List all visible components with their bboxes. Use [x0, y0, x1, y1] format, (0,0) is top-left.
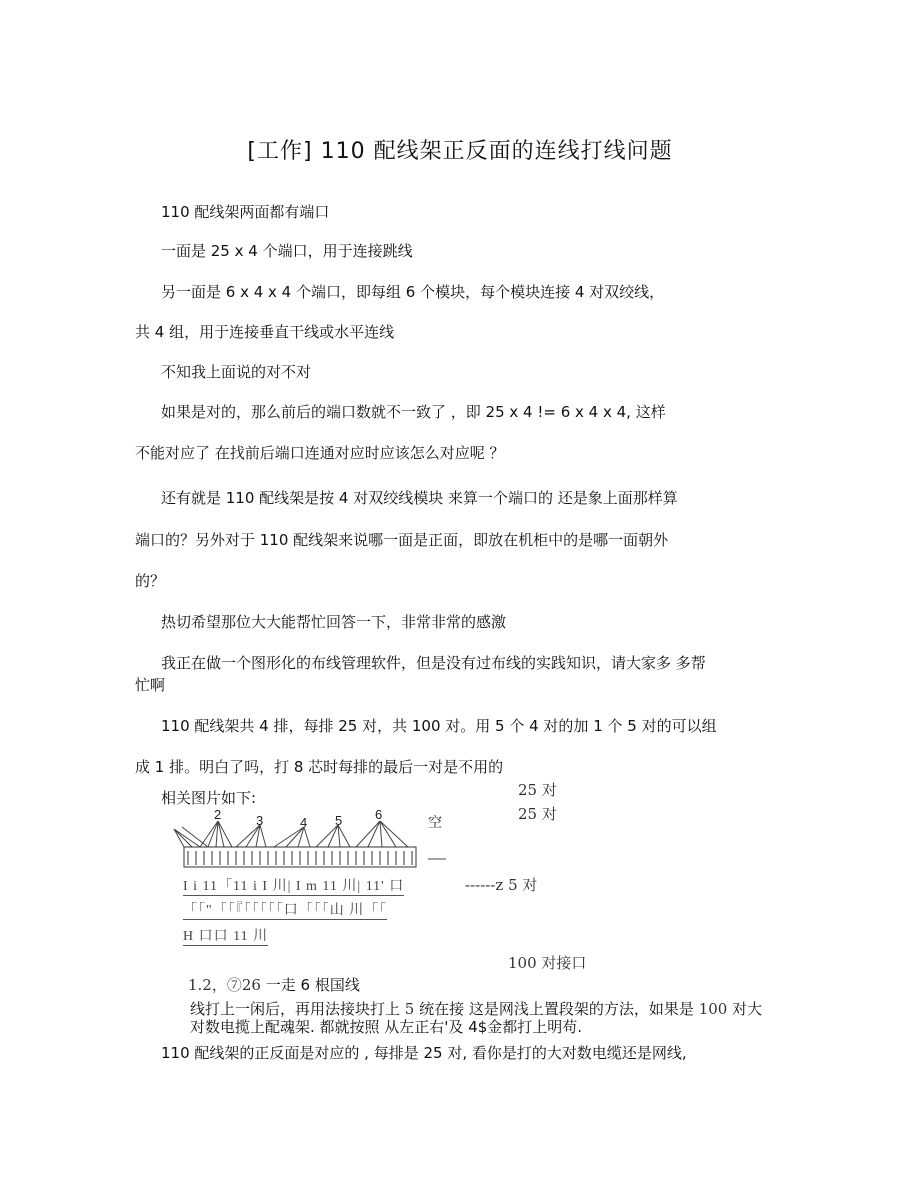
paragraph-3: 另一面是 6 x 4 x 4 个端口，即每组 6 个模块，每个模块连接 4 对双绞线， [161, 283, 665, 301]
ocr-row-2: 「「"「「『「「「「「口「「「山 川「「 [183, 899, 387, 920]
paragraph-2: 一面是 25 x 4 个端口，用于连接跳线 [161, 242, 413, 260]
wire-fan-lines [174, 821, 408, 847]
figure-caption: 相关图片如下: [161, 789, 257, 807]
group-number: 6 [375, 807, 383, 822]
paragraph-6-end: 的？ [135, 572, 166, 590]
empty-label: 空 [428, 814, 442, 830]
paragraph-1: 110 配线架两面都有端口 [161, 203, 330, 221]
paragraph-9: 110 配线架共 4 排，每排 25 对，共 100 对。用 5 个 4 对的加 1 个 5 对的可以组 [161, 717, 717, 735]
paragraph-5: 如果是对的，那么前后的端口数就不一致了 ，即 25 x 4 != 6 x 4 x 4, 这样 [161, 403, 666, 421]
note-text: 1.2，⑦26 [188, 976, 261, 994]
figure-note-1 [188, 974, 360, 995]
paragraph-7: 热切希望那位大大能帮忙回答一下，非常非常的感激 [161, 613, 507, 631]
label-100-pairs: 100 对接口 [508, 954, 587, 972]
note-text: 一走 6 根国线 [265, 976, 360, 994]
ocr-row-1: I i 11「11 i I 川| I m 11 川| 11' 口 [183, 875, 404, 896]
paragraph-3-cont: 共 4 组，用于连接垂直干线或水平连线 [135, 323, 395, 341]
ocr-row-3: H 口口 11 川 [183, 925, 268, 946]
paragraph-8: 我正在做一个图形化的布线管理软件，但是没有过布线的实践知识，请大家多 多帮 [161, 654, 706, 672]
paragraph-8-cont: 忙啊 [135, 676, 166, 694]
group-number: 2 [214, 807, 222, 822]
note-text: 对大 [732, 1000, 763, 1018]
paragraph-6: 还有就是 110 配线架是按 4 对双绞线模块 来算一个端口的 还是象上面那样算 [161, 489, 678, 507]
group-number: 5 [335, 813, 343, 828]
patch-panel-diagram [170, 805, 460, 871]
paragraph-9-cont: 成 1 排。明白了吗，打 8 芯时每排的最后一对是不用的 [135, 758, 504, 776]
label-5-pairs: ------z 5 对 [465, 876, 538, 894]
group-number: 3 [256, 813, 264, 828]
paragraph-6-cont: 端口的？另外对于 110 配线架来说哪一面是正面，即放在机柜中的是哪一面朝外 [135, 531, 669, 549]
paragraph-5-cont: 不能对应了 在找前后端口连通对应时应该怎么对应呢 ？ [135, 444, 505, 462]
note-text: 100 [698, 1000, 728, 1018]
note-text: 统在接 这是网浅上置段架的方法，如果是 [419, 1000, 694, 1018]
paragraph-10: 110 配线架的正反面是对应的 , 每排是 25 对, 看你是打的大对数电缆还是网线, [161, 1044, 687, 1062]
note-text: 线打上一闲后，再用法接块打上 [190, 1000, 401, 1018]
group-number: 4 [300, 815, 308, 830]
label-25-pairs-a: 25 对 [518, 781, 557, 799]
page-title: [工作] 110 配线架正反面的连线打线问题 [247, 139, 673, 164]
label-25-pairs-b: 25 对 [518, 805, 557, 823]
paragraph-4: 不知我上面说的对不对 [161, 363, 312, 381]
figure-note-3: 对数电揽上配魂架. 都就按照 从左正右'及 4$金都打上明苟. [190, 1018, 583, 1036]
note-text: 5 [404, 1000, 415, 1018]
